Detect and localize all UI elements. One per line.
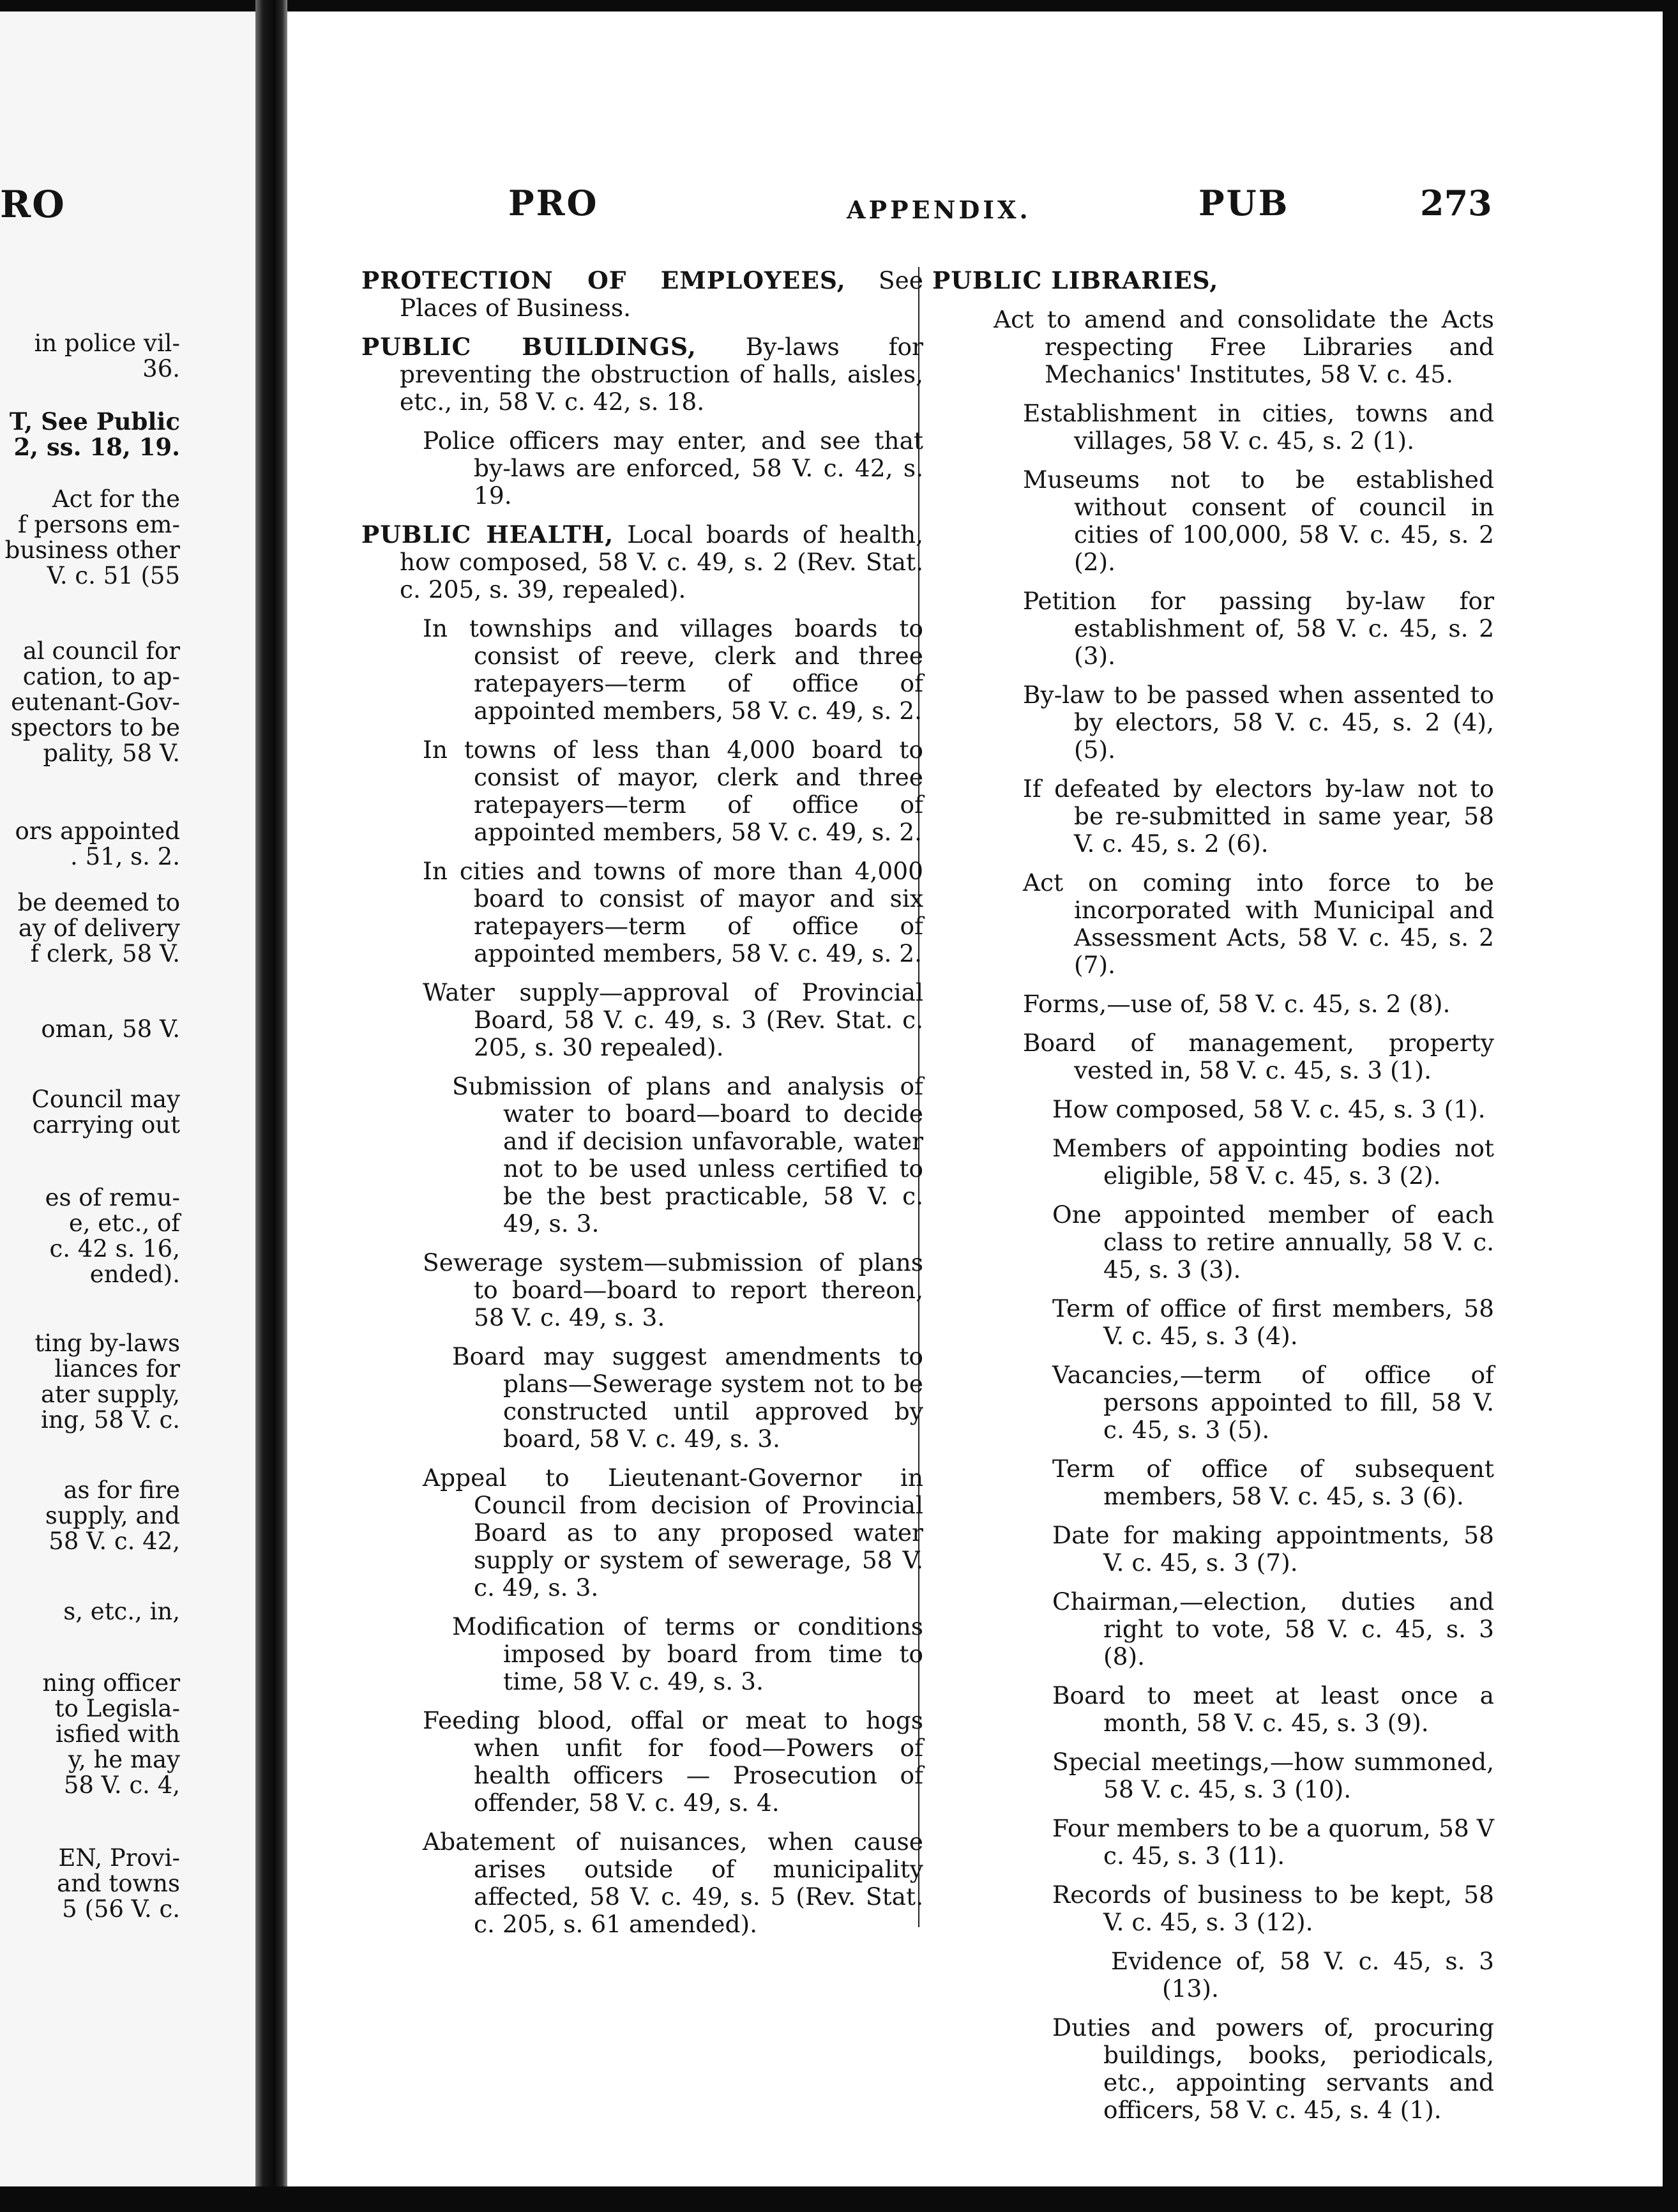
index-entry [423,1828,923,1938]
index-entry-text: Special meetings,—how summoned, 58 V. c. 45, s. 3 (10). [1052,1748,1494,1803]
left-page-line: ended). [89,1261,180,1288]
left-page-line: 36. [142,355,180,383]
scan-top-edge [0,0,1678,11]
index-entry-text: Forms,—use of, 58 V. c. 45, s. 2 (8). [1023,990,1451,1018]
index-entry [1023,869,1494,979]
page-number: 273 [1420,183,1492,223]
index-entry [361,333,923,416]
index-entry-text: One appointed member of each class to retire annually, 58 V. c. 45, s. 3 (3). [1052,1201,1494,1284]
left-page-line: s, etc., in, [63,1598,180,1625]
left-page-line: ing, 58 V. c. [41,1406,180,1434]
index-entry-text: Four members to be a quorum, 58 V c. 45, s. 3 (11). [1052,1814,1494,1870]
index-entry [1052,1748,1494,1803]
index-entry-text: Modification of terms or conditions imposed by board from time to time, 58 V. c. 49, s. 3. [452,1612,923,1695]
index-entry-text: Water supply—approval of Provincial Board, 58 V. c. 49, s. 3 (Rev. Stat. c. 205, s. 30 repealed). [423,978,923,1061]
left-page-line: e, etc., of [68,1209,180,1237]
index-entry-text: Sewerage system—submission of plans to board—board to report thereon, 58 V. c. 49, s. 3. [423,1248,923,1331]
index-entry-text: Board of management, property vested in, 58 V. c. 45, s. 3 (1). [1023,1029,1494,1084]
left-page-line: ater supply, [40,1381,180,1408]
index-entry-text: Term of office of first members, 58 V. c. 45, s. 3 (4). [1052,1294,1494,1350]
index-entry-text: Records of business to be kept, 58 V. c. 45, s. 3 (12). [1052,1881,1494,1936]
index-entry-text: In towns of less than 4,000 board to consist of mayor, clerk and three ratepayers—term of office of appointed members, 58 V. c. 49, s. 2. [423,736,923,846]
index-entry-text: Establishment in cities, towns and villages, 58 V. c. 45, s. 2 (1). [1023,399,1494,455]
index-entry-text: Term of office of subsequent members, 58 V. c. 45, s. 3 (6). [1052,1455,1494,1510]
index-entry [1052,1682,1494,1737]
index-entry [1052,1201,1494,1284]
index-entry [1052,1295,1494,1350]
index-column-right [932,267,1494,2135]
index-entry-text: Vacancies,—term of office of persons appointed to fill, 58 V. c. 45, s. 3 (5). [1052,1361,1494,1444]
scan-right-edge [1663,0,1678,2212]
running-head-center: APPENDIX. [847,195,1031,224]
index-entry-text: Submission of plans and analysis of water to board—board to decide and if decision unfavorable, water not to be used unless certified to be the best practicable, 58 V. c. 49, s. 3. [452,1072,923,1238]
index-entry-text: See Places of Business. [400,266,923,322]
index-entry-text: How composed, 58 V. c. 45, s. 3 (1). [1052,1095,1486,1123]
left-page-line: al council for [22,637,180,665]
index-entry-text: Members of appointing bodies not eligible, 58 V. c. 45, s. 3 (2). [1052,1134,1494,1190]
left-page-line: T, See Public [9,407,180,436]
left-page-line: EN, Provi- [58,1844,180,1872]
left-page-line: f persons em- [17,511,180,538]
index-entry [1023,400,1494,455]
running-head-left: PRO [508,183,599,223]
index-heading: PROTECTION OF EMPLOYEES, [361,266,846,294]
left-page-line: ors appointed [15,817,180,845]
index-entry-text: Evidence of, 58 V. c. 45, s. 3 (13). [1111,1947,1494,2003]
index-entry-text: By-laws for preventing the obstruction of halls, aisles, etc., in, 58 V. c. 42, s. 18. [400,333,923,416]
index-entry [1052,2014,1494,2124]
left-page-line: eutenant-Gov- [11,688,180,716]
scan-bottom-edge [0,2186,1678,2212]
index-entry [423,979,923,1061]
left-page-line: 58 V. c. 42, [49,1527,180,1555]
left-page-line: as for fire [63,1476,180,1504]
left-page-line: in police vil- [34,330,180,357]
index-entry-text: Local boards of health, how composed, 58 V. c. 49, s. 2 (Rev. Stat. c. 205, s. 39, repealed). [400,520,924,603]
index-entry [361,521,923,603]
index-entry-text: Police officers may enter, and see that by-laws are enforced, 58 V. c. 42, s. 19. [423,427,923,510]
left-page-line: f clerk, 58 V. [30,940,180,967]
index-entry-text: Board may suggest amendments to plans—Sewerage system not to be constructed until approved by board, 58 V. c. 49, s. 3. [452,1342,923,1453]
index-heading: PUBLIC HEALTH, [361,520,614,549]
left-page-line: spectors to be [10,714,180,741]
index-entry [994,306,1494,388]
index-entry [423,858,923,967]
index-entry [1023,466,1494,576]
index-entry-text: Abatement of nuisances, when cause arises outside of municipality affected, 58 V. c. 49, s. 5 (Rev. Stat. c. 205, s. 61 amended). [423,1828,923,1938]
index-heading: PUBLIC LIBRARIES, [932,266,1219,294]
left-page-line: oman, 58 V. [41,1015,180,1043]
left-page-line: ning officer [42,1669,180,1697]
index-entry [1023,681,1494,764]
index-entry [932,267,1494,294]
left-page-header: RO [0,183,66,226]
index-entry-text: Board to meet at least once a month, 58 V. c. 45, s. 3 (9). [1052,1681,1494,1737]
left-page-line: 5 (56 V. c. [62,1895,180,1923]
index-entry [1052,1096,1494,1123]
index-entry [1023,1029,1494,1084]
index-entry [423,1464,923,1602]
index-entry [1052,1135,1494,1190]
index-heading: PUBLIC BUILDINGS, [361,333,697,361]
left-page-line: be deemed to [17,889,180,916]
index-entry-text: Act to amend and consolidate the Acts respecting Free Libraries and Mechanics' Institutes, 58 V. c. 45. [994,305,1494,388]
left-page-fragment [0,11,255,2186]
left-page-line: supply, and [45,1502,180,1529]
index-entry [1052,1361,1494,1444]
left-page-line: Act for the [52,485,180,513]
index-entry [423,615,923,725]
index-entry [1052,1522,1494,1577]
book-gutter [255,0,287,2197]
left-page-line: pality, 58 V. [43,739,180,767]
left-page-line: V. c. 51 (55 [47,562,180,589]
index-entry-text: Museums not to be established without consent of council in cities of 100,000, 58 V. c. 45, s. 2 (2). [1023,466,1494,576]
left-page-line: . 51, s. 2. [70,843,180,870]
index-entry [423,736,923,846]
left-page-line: es of remu- [45,1184,180,1211]
index-entry-text: By-law to be passed when assented to by electors, 58 V. c. 45, s. 2 (4), (5). [1023,681,1494,764]
left-page-line: ting by-laws [34,1329,180,1357]
index-entry [452,1343,923,1453]
index-column-left [361,267,923,1950]
left-page-line: y, he may [68,1746,180,1773]
left-page-line: carrying out [32,1111,180,1139]
left-page-line: 2, ss. 18, 19. [13,433,180,461]
left-page-line: isfied with [55,1720,180,1748]
index-entry-text: Chairman,—election, duties and right to vote, 58 V. c. 45, s. 3 (8). [1052,1587,1494,1670]
index-entry [1111,1948,1494,2003]
index-entry-text: Petition for passing by-law for establishment of, 58 V. c. 45, s. 2 (3). [1023,587,1494,670]
index-entry-text: Feeding blood, offal or meat to hogs when unfit for food—Powers of health officers — Prosecution of offender, 58 V. c. 49, s. 4. [423,1706,923,1817]
index-entry [1052,1588,1494,1670]
index-entry [1052,1881,1494,1936]
index-entry [1023,775,1494,858]
index-entry [452,1073,923,1238]
index-entry-text: Act on coming into force to be incorporated with Municipal and Assessment Acts, 58 V. c. 45, s. 2 (7). [1023,868,1494,979]
index-entry [1052,1815,1494,1870]
left-page-line: to Legisla- [54,1695,180,1722]
index-entry [423,1707,923,1817]
left-page-line: 58 V. c. 4, [63,1771,180,1799]
index-entry [1023,587,1494,670]
index-entry [423,1249,923,1331]
left-page-line: liances for [54,1355,180,1382]
index-entry [1023,990,1494,1018]
left-page-line: Council may [31,1086,180,1113]
left-page-line: and towns [57,1870,180,1897]
index-entry-text: Appeal to Lieutenant-Governor in Council from decision of Provincial Board as to any proposed water supply or system of sewerage, 58 V. c. 49, s. 3. [423,1464,923,1602]
left-page-line: ay of delivery [18,914,180,942]
index-entry-text: In cities and towns of more than 4,000 board to consist of mayor and six ratepayers—term of office of appointed members, 58 V. c. 49, s. 2. [423,857,923,967]
index-entry-text: In townships and villages boards to consist of reeve, clerk and three ratepayers—term of office of appointed members, 58 V. c. 49, s. 2. [423,614,923,725]
right-page [287,11,1663,2186]
index-entry [423,427,923,510]
running-head-right: PUB [1198,183,1290,223]
left-page-line: cation, to ap- [22,663,180,690]
index-entry-text: Duties and powers of, procuring buildings, books, periodicals, etc., appointing servants and officers, 58 V. c. 45, s. 4 (1). [1052,2013,1494,2124]
index-entry-text: If defeated by electors by-law not to be re-submitted in same year, 58 V. c. 45, s. 2 (6). [1023,775,1494,858]
left-page-line: c. 42 s. 16, [49,1235,180,1262]
index-entry [361,267,923,322]
index-entry-text: Date for making appointments, 58 V. c. 45, s. 3 (7). [1052,1521,1494,1577]
left-page-line: business other [4,536,180,564]
index-entry [1052,1455,1494,1510]
index-entry [452,1613,923,1695]
